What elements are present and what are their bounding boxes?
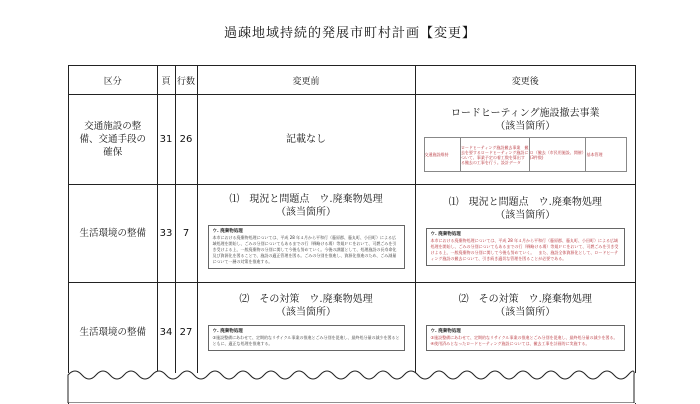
row-category: 生活環境の整備 xyxy=(69,185,157,283)
before-title: 記載なし xyxy=(286,134,326,145)
excerpt-text: 本市における廃棄物処理については、平成 28 年４月から平和行（藤原郡、藤丸町、小田町）による広域処理を開始し、ごみの分別についてもあるまでの行（戦略ける場）等規ＦＣをおいて、可燃ごみを引き受けよる上、一般廃棄物の分別に関して今後も努めていく。今後の課題として、処理施設の長寿命化及び資源化を図ることで、施設の適正管理を図る。ごみの分別を推進し、資源化推進のため、ごみ減量について一層の対策を推進する。 xyxy=(212,234,397,264)
header-before: 変更前 xyxy=(197,66,415,95)
after-excerpt xyxy=(424,137,628,172)
before-subtitle: （該当箇所） xyxy=(276,307,336,318)
excerpt-heading: ウ. 廃棄物処理 xyxy=(430,329,461,334)
before-cell xyxy=(197,95,415,185)
row-category: 生活環境の整備 xyxy=(69,283,157,383)
before-subtitle: （該当箇所） xyxy=(276,206,336,218)
row-page: 31 xyxy=(157,95,175,185)
after-title: ロードヒーティング施設撤去事業 xyxy=(450,108,600,119)
before-title: ⑴ 現況と問題点 ウ.廃棄物処理 xyxy=(229,193,383,205)
after-excerpt-table xyxy=(424,137,628,172)
row-lines: 26 xyxy=(175,95,197,185)
header-lines: 行数 xyxy=(175,66,197,95)
comparison-table-frame xyxy=(68,65,636,404)
header-page: 頁 xyxy=(157,66,175,95)
table-row xyxy=(69,95,635,185)
table-row xyxy=(69,185,635,283)
after-excerpt xyxy=(426,228,626,266)
after-title: ⑴ 現況と問題点 ウ.廃棄物処理 xyxy=(448,196,602,208)
document-title: 過疎地域持続的発展市町村計画【変更】 xyxy=(223,26,476,41)
excerpt-cell: ロードヒーティング施設撤去事業 撤去を要するロードヒーティング施設について、事業予定の着工数を算出する撤去の工事を行う。設計データ xyxy=(460,138,529,172)
after-subtitle: （該当箇所） xyxy=(495,121,556,132)
excerpt-text: ③施設整備にあわせて、定期的なリサイクル事業の推進とごみ分別を促進し、最終処分量の減少を図る。 ④使用済みとなったロードヒーティング施設については、撤去工事を計画的に実施する。 xyxy=(430,335,622,346)
table-header-row xyxy=(69,66,635,95)
row-lines: 7 xyxy=(175,185,197,283)
excerpt-heading: ウ. 廃棄物処理 xyxy=(212,329,243,334)
row-lines: 27 xyxy=(175,283,197,383)
after-cell xyxy=(415,185,635,283)
tear-line xyxy=(68,371,634,403)
after-subtitle: （該当箇所） xyxy=(495,209,556,221)
before-cell xyxy=(197,185,415,283)
after-subtitle: （該当箇所） xyxy=(495,307,556,318)
after-cell xyxy=(415,95,635,185)
excerpt-cell: 交通施設維持 xyxy=(424,138,460,172)
row-category: 交通施設の整備、交通手段の確保 xyxy=(69,95,157,185)
excerpt-cell: ロ（撤去（市民用施設、開催）(3件数) xyxy=(529,138,586,172)
before-excerpt xyxy=(208,325,405,351)
excerpt-text: ③施設整備にあわせて、定期的なリサイクル事業の推進とごみ分別を促進し、最終処分量の減少を図るとともに、適正な処理を推進する。 xyxy=(212,335,400,346)
row-page: 34 xyxy=(157,283,175,383)
before-excerpt xyxy=(208,225,405,269)
excerpt-heading: ウ. 廃棄物処理 xyxy=(212,228,243,234)
header-after: 変更後 xyxy=(415,66,635,95)
before-title: ⑵ その対策 ウ.廃棄物処理 xyxy=(239,294,373,305)
page-tear-edge xyxy=(0,355,700,403)
excerpt-text: 本市における廃棄物処理については、平成 28 年４月から平和行（藤原郡、藤丸町、小田町）による広域処理を開始し、ごみの分別についてもあるまでの行（戦略ける場）等規ＦＣをおいて、可燃ごみを引き受けよる上、一般廃棄物の分別に関して今後も努めていく。 また、施設全体資源化として、ロードヒーティング施設の撤去について、引き続き適切な管理を図ることが必要である。 xyxy=(430,237,619,261)
excerpt-heading: ウ. 廃棄物処理 xyxy=(430,231,461,237)
header-category: 区分 xyxy=(69,66,157,95)
row-page: 33 xyxy=(157,185,175,283)
excerpt-cell: 基本管理 xyxy=(586,138,627,172)
after-title: ⑵ その対策 ウ.廃棄物処理 xyxy=(458,294,592,305)
after-excerpt xyxy=(426,325,626,351)
comparison-table xyxy=(69,66,635,383)
